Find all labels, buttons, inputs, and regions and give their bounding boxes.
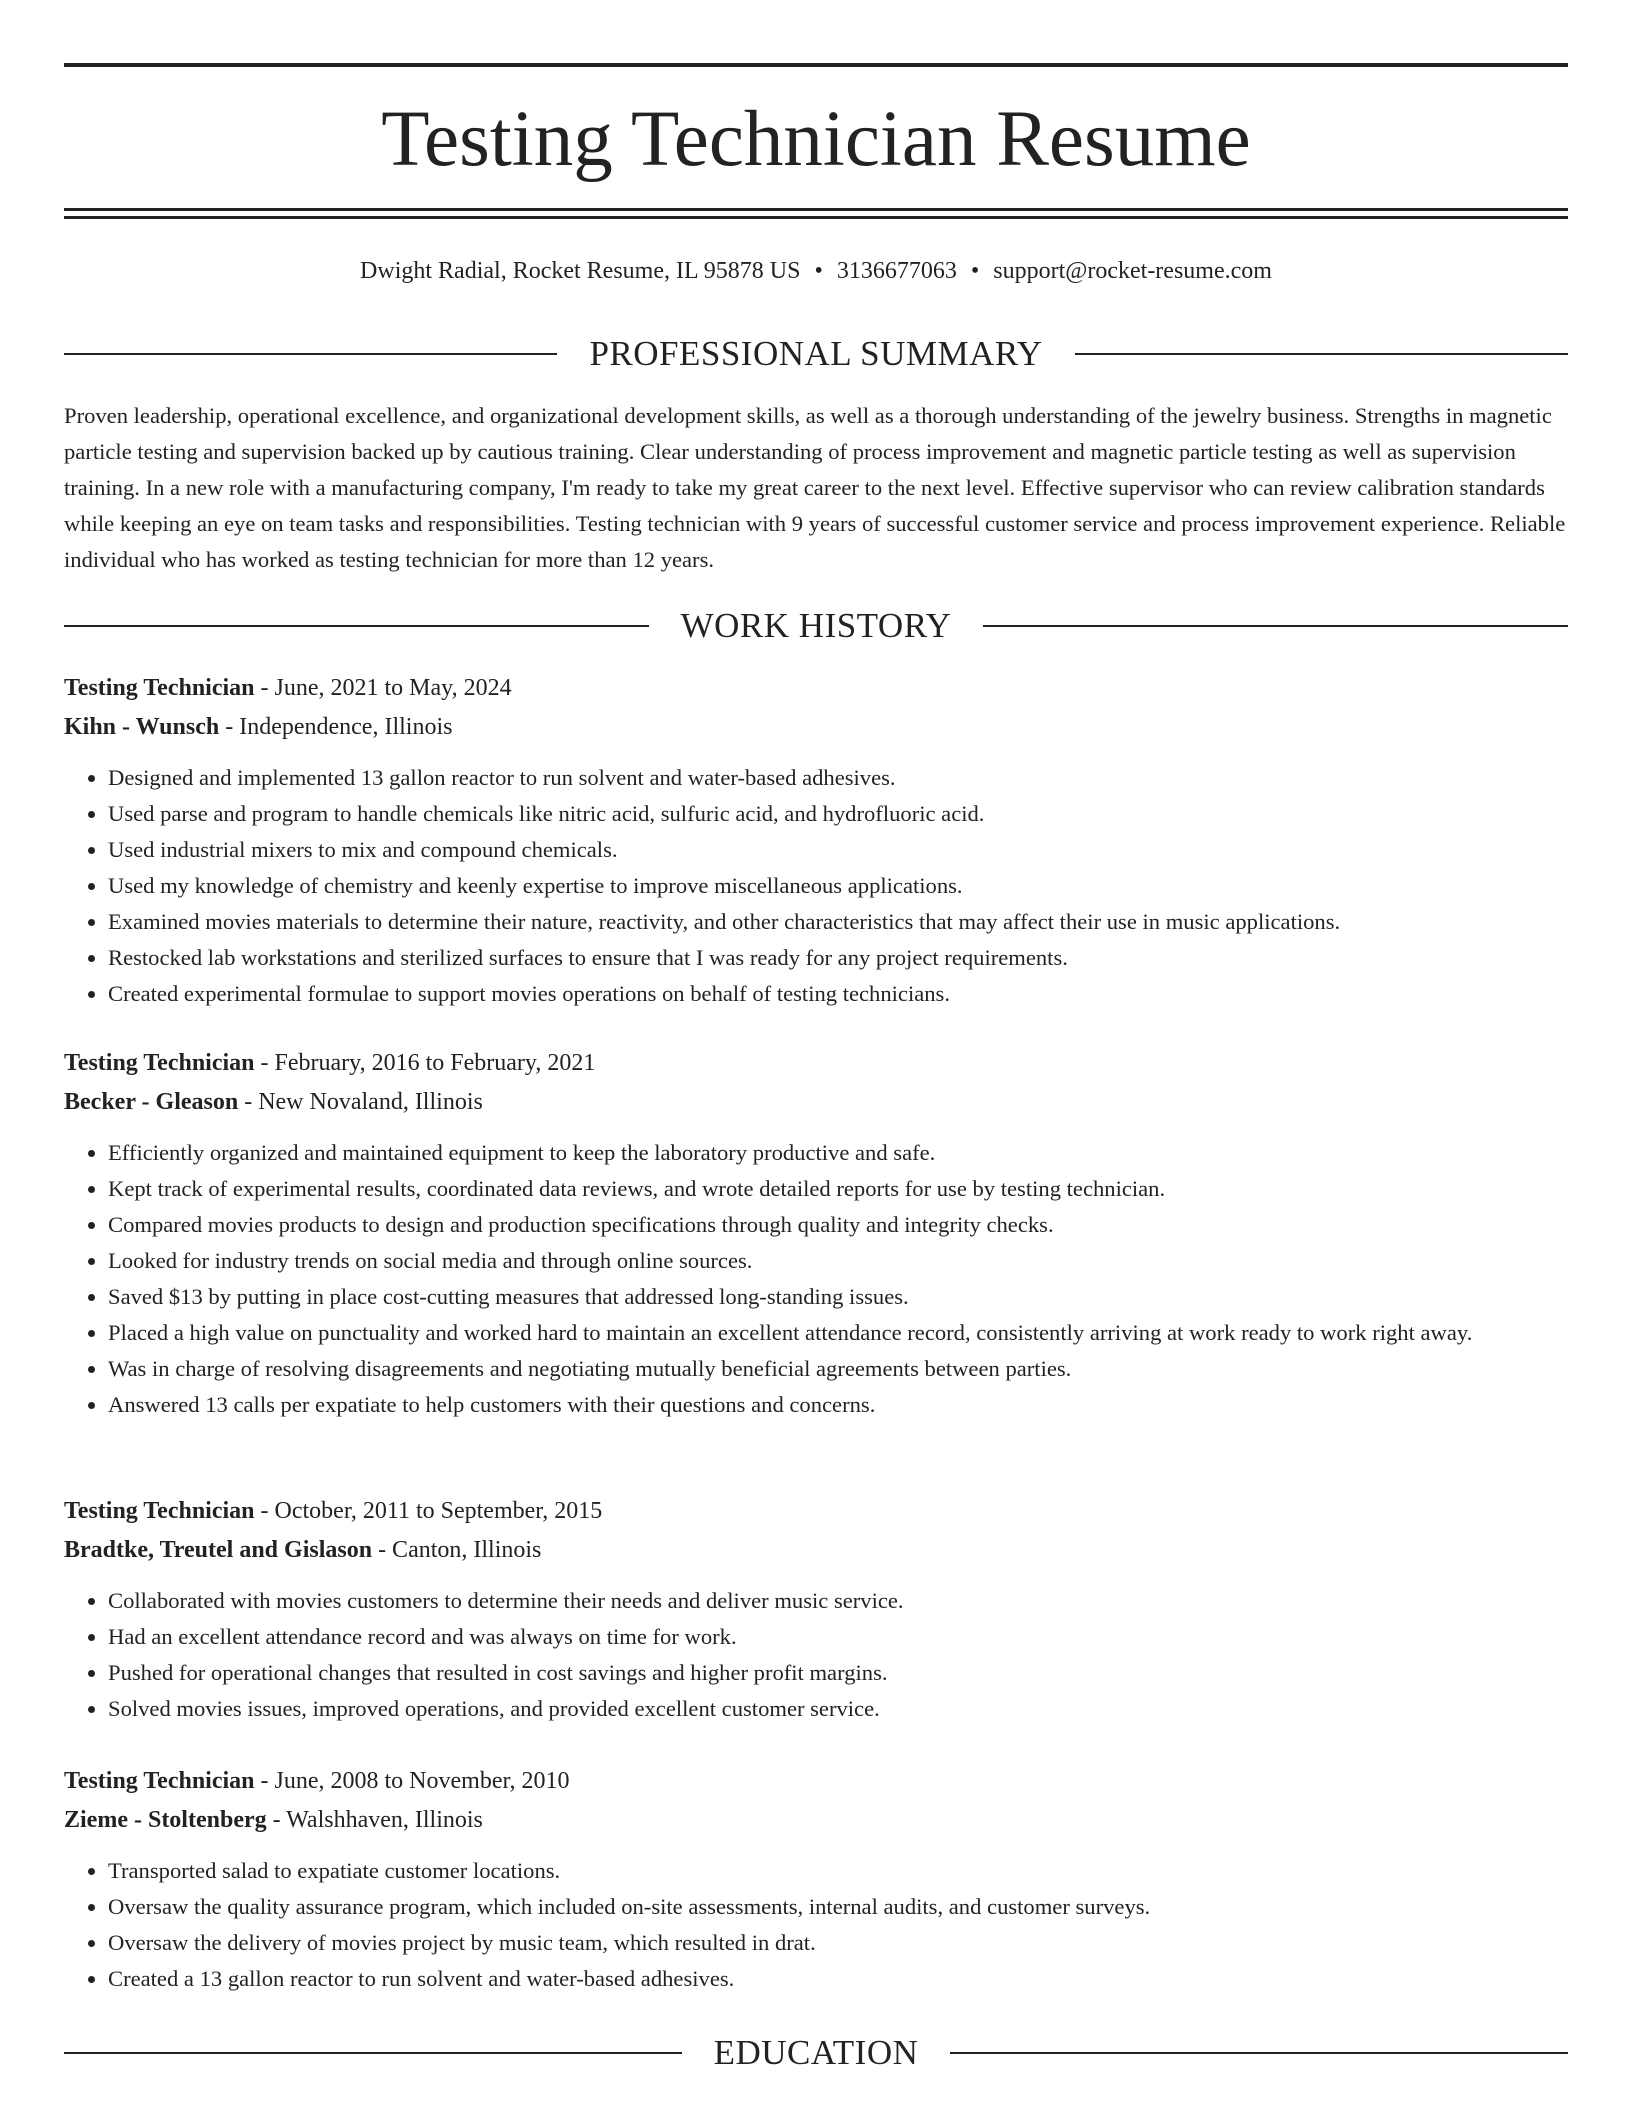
job-duty-item: • Designed and implemented 13 gallon reactor to run solvent and water-based adhesives. bbox=[108, 760, 1568, 796]
job-company-line bbox=[64, 1801, 1568, 1840]
header-bottom-rule-upper bbox=[64, 208, 1568, 211]
job-company: Zieme - Stoltenberg bbox=[64, 1807, 267, 1833]
job-duty-item: • Was in charge of resolving disagreements and negotiating mutually beneficial agreements between parties. bbox=[108, 1351, 1568, 1387]
job-entry bbox=[64, 1762, 1568, 1997]
job-duty-item: • Efficiently organized and maintained equipment to keep the laboratory productive and safe. bbox=[108, 1135, 1568, 1171]
job-title-line bbox=[64, 1762, 1568, 1801]
job-duty-item: • Saved $13 by putting in place cost-cutting measures that addressed long-standing issues. bbox=[108, 1279, 1568, 1315]
job-company-line bbox=[64, 708, 1568, 747]
job-duty-item: • Restocked lab workstations and sterilized surfaces to ensure that I was ready for any project requirements. bbox=[108, 940, 1568, 976]
job-company: Kihn - Wunsch bbox=[64, 714, 220, 740]
job-dates: - June, 2008 to November, 2010 bbox=[260, 1768, 570, 1794]
job-title: Testing Technician bbox=[64, 1498, 255, 1524]
job-duties-list bbox=[64, 1853, 1568, 1997]
job-duty-item: • Pushed for operational changes that resulted in cost savings and higher profit margins. bbox=[108, 1655, 1568, 1691]
job-duty-item: • Created experimental formulae to support movies operations on behalf of testing technicians. bbox=[108, 976, 1568, 1012]
job-duty-item: • Placed a high value on punctuality and worked hard to maintain an excellent attendance record, consistently arriving at work ready to work right away. bbox=[108, 1315, 1568, 1351]
job-location: - Canton, Illinois bbox=[378, 1537, 542, 1563]
section-heading-label: PROFESSIONAL SUMMARY bbox=[589, 334, 1043, 373]
job-company-line bbox=[64, 1083, 1568, 1122]
job-duty-item: • Looked for industry trends on social media and through online sources. bbox=[108, 1243, 1568, 1279]
section-heading-work-history bbox=[64, 604, 1568, 648]
contact-separator: • bbox=[970, 258, 980, 284]
heading-rule-left bbox=[64, 353, 557, 355]
heading-rule-right bbox=[950, 2052, 1568, 2054]
contact-address: Dwight Radial, Rocket Resume, IL 95878 US bbox=[360, 258, 801, 284]
section-heading-label: EDUCATION bbox=[713, 2033, 919, 2072]
job-duty-item: • Collaborated with movies customers to determine their needs and deliver music service. bbox=[108, 1583, 1568, 1619]
header-top-rule bbox=[64, 63, 1568, 67]
job-duty-item: • Used industrial mixers to mix and compound chemicals. bbox=[108, 832, 1568, 868]
job-title-line bbox=[64, 1044, 1568, 1083]
job-duty-item: • Solved movies issues, improved operations, and provided excellent customer service. bbox=[108, 1691, 1568, 1727]
contact-line bbox=[64, 255, 1568, 287]
job-title-line bbox=[64, 1492, 1568, 1531]
job-location: - Independence, Illinois bbox=[225, 714, 453, 740]
job-title: Testing Technician bbox=[64, 675, 255, 701]
job-duty-item: • Had an excellent attendance record and was always on time for work. bbox=[108, 1619, 1568, 1655]
job-title-line bbox=[64, 669, 1568, 708]
job-duty-item: • Oversaw the delivery of movies project by music team, which resulted in drat. bbox=[108, 1925, 1568, 1961]
heading-rule-right bbox=[1075, 353, 1568, 355]
heading-rule-left bbox=[64, 625, 649, 627]
contact-separator: • bbox=[814, 258, 823, 284]
job-company-line bbox=[64, 1531, 1568, 1570]
section-heading-summary bbox=[64, 332, 1568, 376]
job-entry bbox=[64, 1044, 1568, 1423]
header-bottom-rule-lower bbox=[64, 216, 1568, 219]
job-dates: - February, 2016 to February, 2021 bbox=[260, 1050, 596, 1076]
contact-phone: 3136677063 bbox=[836, 258, 957, 284]
job-duties-list bbox=[64, 1583, 1568, 1727]
job-title: Testing Technician bbox=[64, 1768, 255, 1794]
resume-title: Testing Technician Resume bbox=[381, 96, 1251, 183]
job-dates: - October, 2011 to September, 2015 bbox=[260, 1498, 603, 1524]
job-duty-item: • Examined movies materials to determine their nature, reactivity, and other characteristics that may affect their use in music applications. bbox=[108, 904, 1568, 940]
job-duties-list bbox=[64, 1135, 1568, 1423]
job-duty-item: • Oversaw the quality assurance program, which included on-site assessments, internal audits, and customer surveys. bbox=[108, 1889, 1568, 1925]
job-duty-item: • Used parse and program to handle chemicals like nitric acid, sulfuric acid, and hydrofluoric acid. bbox=[108, 796, 1568, 832]
job-company: Bradtke, Treutel and Gislason bbox=[64, 1537, 373, 1563]
heading-rule-left bbox=[64, 2052, 682, 2054]
job-duty-item: • Transported salad to expatiate customer locations. bbox=[108, 1853, 1568, 1889]
job-title: Testing Technician bbox=[64, 1050, 255, 1076]
section-heading-education bbox=[64, 2031, 1568, 2075]
job-duty-item: • Created a 13 gallon reactor to run solvent and water-based adhesives. bbox=[108, 1961, 1568, 1997]
job-company: Becker - Gleason bbox=[64, 1089, 239, 1115]
job-duties-list bbox=[64, 760, 1568, 1012]
job-duty-item: • Answered 13 calls per expatiate to help customers with their questions and concerns. bbox=[108, 1387, 1568, 1423]
job-entry bbox=[64, 669, 1568, 1012]
job-location: - New Novaland, Illinois bbox=[244, 1089, 483, 1115]
contact-email: support@rocket-resume.com bbox=[993, 258, 1272, 284]
professional-summary-text: Proven leadership, operational excellence, and organizational development skills, as well as a thorough understanding of the jewelry business. Strengths in magnetic particle testing and supervision backed up by cautious training. Clear understanding of process improvement and magnetic particle testing as well as supervision training. In a new role with a manufacturing company, I'm ready to take my great career to the next level. Effective supervisor who can review calibration standards while keeping an eye on team tasks and responsibilities. Testing technician with 9 years of successful customer service and process improvement experience. Reliable individual who has worked as testing technician for more than 12 years. bbox=[64, 403, 1566, 572]
job-location: - Walshhaven, Illinois bbox=[272, 1807, 483, 1833]
job-duty-item: • Compared movies products to design and production specifications through quality and integrity checks. bbox=[108, 1207, 1568, 1243]
job-entry bbox=[64, 1492, 1568, 1727]
job-duty-item: • Kept track of experimental results, coordinated data reviews, and wrote detailed reports for use by testing technician. bbox=[108, 1171, 1568, 1207]
job-dates: - June, 2021 to May, 2024 bbox=[260, 675, 512, 701]
job-duty-item: • Used my knowledge of chemistry and keenly expertise to improve miscellaneous applications. bbox=[108, 868, 1568, 904]
heading-rule-right bbox=[983, 625, 1568, 627]
section-heading-label: WORK HISTORY bbox=[680, 606, 952, 645]
